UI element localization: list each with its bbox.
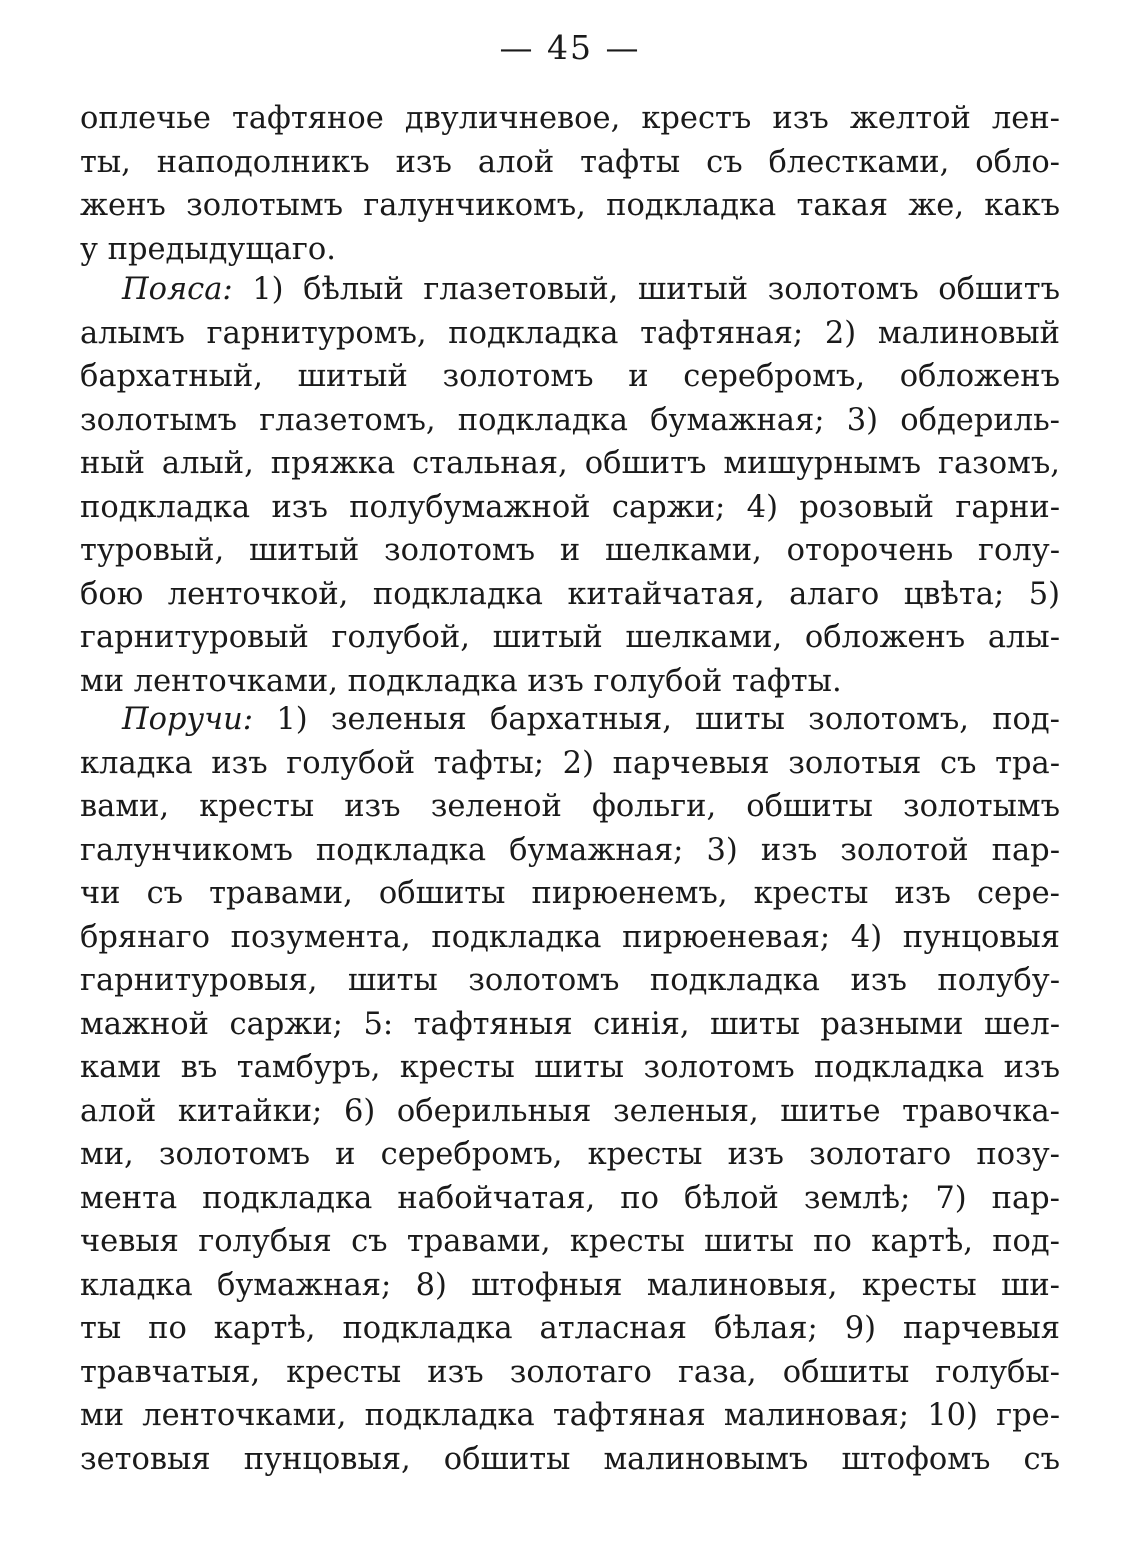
text-line: золотымъ глазетомъ, подкладка бумажная; 3) обдериль- xyxy=(80,402,1060,438)
text-line: туровый, шитый золотомъ и шелками, оторочень голу- xyxy=(80,533,1060,568)
text-line-content: 1) зеленыя бархатныя, шиты золотомъ, под- xyxy=(276,702,1060,737)
text-line: брянаго позумента, подкладка пирюеневая; 4) пунцовыя xyxy=(80,919,1060,955)
text-line: подкладка изъ полубумажной саржи; 4) розовый гарни- xyxy=(80,489,1060,525)
section-lead-belts: Пояса: xyxy=(122,272,233,307)
text-line: чевыя голубыя съ травами, кресты шиты по картѣ, под- xyxy=(80,1224,1060,1259)
paragraph-1 xyxy=(80,97,1060,271)
text-line: зетовыя пунцовыя, обшиты малиновымъ штофомъ съ xyxy=(80,1441,1060,1477)
text-line: вами, кресты изъ зеленой фольги, обшиты золотымъ xyxy=(80,789,1060,824)
text-line: ный алый, пряжка стальная, обшитъ мишурнымъ газомъ, xyxy=(80,446,1060,481)
text-line: алымъ гарнитуромъ, подкладка тафтяная; 2) малиновый xyxy=(80,315,1060,351)
text-line: у предыдущаго. xyxy=(80,231,336,267)
text-line: ми, золотомъ и серебромъ, кресты изъ золотаго позу- xyxy=(80,1137,1060,1172)
text-line xyxy=(80,698,1060,742)
text-line: гарнитуровыя, шиты золотомъ подкладка изъ полубу- xyxy=(80,963,1060,998)
text-line: оплечье тафтяное двуличневое, крестъ изъ желтой лен- xyxy=(80,101,1060,136)
text-line: бархатный, шитый золотомъ и серебромъ, обложенъ xyxy=(80,359,1060,394)
text-line: алой китайки; 6) оберильныя зеленыя, шитье травочка- xyxy=(80,1093,1060,1129)
section-lead-cuffs: Поручи: xyxy=(122,702,254,737)
paragraph-belts xyxy=(80,268,1060,703)
text-line: ми ленточками, подкладка изъ голубой тафты. xyxy=(80,663,842,699)
text-line: кладка изъ голубой тафты; 2) парчевыя золотыя съ тра- xyxy=(80,745,1060,781)
text-line: травчатыя, кресты изъ золотаго газа, обшиты голубы- xyxy=(80,1354,1060,1390)
text-line: ми ленточками, подкладка тафтяная малиновая; 10) гре- xyxy=(80,1398,1060,1433)
text-line: мента подкладка набойчатая, по бѣлой землѣ; 7) пар- xyxy=(80,1180,1060,1216)
text-line: женъ золотымъ галунчикомъ, подкладка такая же, какъ xyxy=(80,188,1060,223)
text-line: галунчикомъ подкладка бумажная; 3) изъ золотой пар- xyxy=(80,832,1060,868)
text-line: чи съ травами, обшиты пирюенемъ, кресты изъ сере- xyxy=(80,876,1060,911)
text-line-content: 1) бѣлый глазетовый, шитый золотомъ обшитъ xyxy=(252,272,1060,307)
text-line: ты по картѣ, подкладка атласная бѣлая; 9) парчевыя xyxy=(80,1311,1060,1346)
text-line: гарнитуровый голубой, шитый шелками, обложенъ алы- xyxy=(80,620,1060,655)
paragraph-cuffs xyxy=(80,698,1060,1481)
text-line: ками въ тамбуръ, кресты шиты золотомъ подкладка изъ xyxy=(80,1050,1060,1085)
text-line: бою ленточкой, подкладка китайчатая, алаго цвѣта; 5) xyxy=(80,576,1060,612)
text-line: ты, наподолникъ изъ алой тафты съ блестками, обло- xyxy=(80,144,1060,180)
text-line: мажной саржи; 5: тафтяныя синія, шиты разными шел- xyxy=(80,1006,1060,1042)
page-number: — 45 — xyxy=(499,28,641,67)
text-line xyxy=(80,268,1060,312)
text-line: кладка бумажная; 8) штофныя малиновыя, кресты ши- xyxy=(80,1267,1060,1303)
